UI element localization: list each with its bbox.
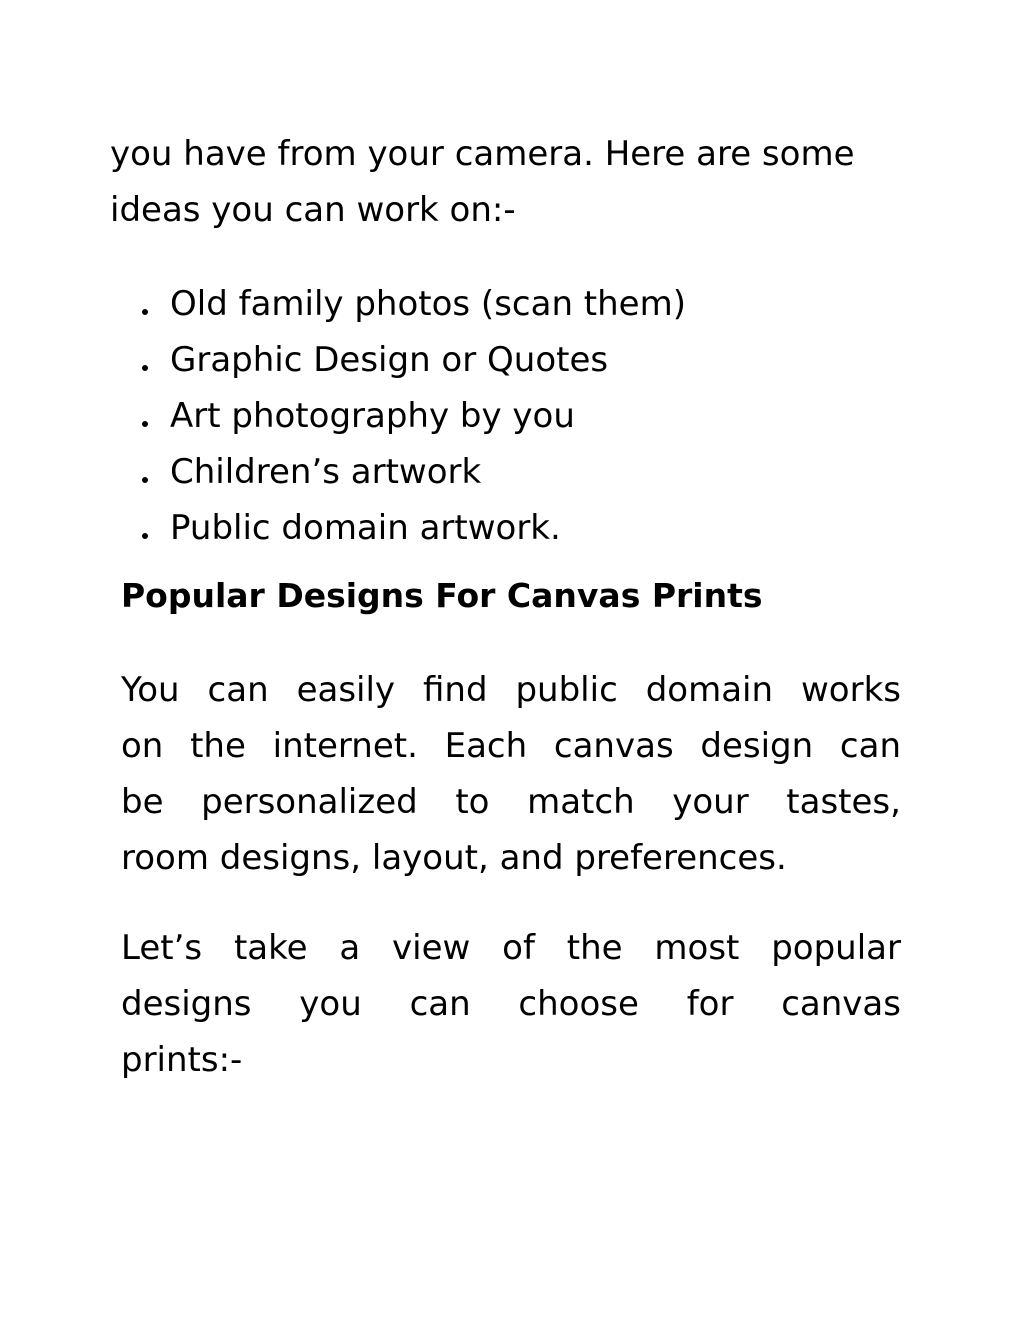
paragraph-line: [121, 920, 901, 976]
list-item-text: Old family photos (scan them): [170, 284, 686, 324]
bullet-icon: [142, 533, 148, 539]
paragraph-line: prints:-: [121, 1040, 243, 1080]
bullet-icon: [142, 421, 148, 427]
intro-line-1: you have from your camera. Here are some: [110, 134, 855, 174]
word: canvas: [781, 984, 901, 1024]
word: on: [121, 726, 164, 766]
intro-line-2: ideas you can work on:-: [110, 190, 516, 230]
word: be: [121, 782, 164, 822]
ideas-list: [130, 276, 686, 556]
word: Let’s: [121, 928, 203, 968]
word: your: [672, 782, 749, 822]
paragraph-popular-designs: [121, 920, 901, 1088]
word: most: [654, 928, 740, 968]
word: Each: [444, 726, 528, 766]
bullet-icon: [142, 477, 148, 483]
word: works: [801, 670, 901, 710]
word: take: [233, 928, 308, 968]
list-item: [130, 500, 686, 556]
word: design: [700, 726, 814, 766]
word: canvas: [553, 726, 674, 766]
word: can: [409, 984, 471, 1024]
word: popular: [771, 928, 901, 968]
word: public: [515, 670, 618, 710]
word: can: [207, 670, 269, 710]
word: you: [299, 984, 362, 1024]
list-item-text: Public domain artwork.: [170, 508, 561, 548]
list-item-text: Graphic Design or Quotes: [170, 340, 609, 380]
list-item: [130, 444, 686, 500]
word: the: [190, 726, 246, 766]
paragraph-line: room designs, layout, and preferences.: [121, 838, 787, 878]
word: personalized: [201, 782, 418, 822]
section-heading: Popular Designs For Canvas Prints: [121, 576, 763, 615]
word: view: [392, 928, 471, 968]
paragraph-line: [121, 718, 901, 774]
list-item-text: Children’s artwork: [170, 452, 482, 492]
word: find: [422, 670, 488, 710]
list-item-text: Art photography by you: [170, 396, 575, 436]
word: internet.: [272, 726, 418, 766]
list-item: [130, 276, 686, 332]
word: can: [839, 726, 901, 766]
word: designs: [121, 984, 252, 1024]
bullet-icon: [142, 365, 148, 371]
paragraph-line: [121, 662, 901, 718]
word: match: [527, 782, 635, 822]
word: the: [566, 928, 623, 968]
word: a: [339, 928, 361, 968]
word: easily: [296, 670, 396, 710]
word: domain: [645, 670, 774, 710]
list-item: [130, 332, 686, 388]
word: for: [686, 984, 734, 1024]
word: to: [455, 782, 490, 822]
word: choose: [518, 984, 639, 1024]
paragraph-public-domain: [121, 662, 901, 886]
paragraph-line: [121, 976, 901, 1032]
intro-paragraph: [110, 126, 920, 238]
bullet-icon: [142, 309, 148, 315]
list-item: [130, 388, 686, 444]
word: of: [502, 928, 535, 968]
word: tastes,: [786, 782, 901, 822]
word: You: [121, 670, 180, 710]
paragraph-line: [121, 774, 901, 830]
